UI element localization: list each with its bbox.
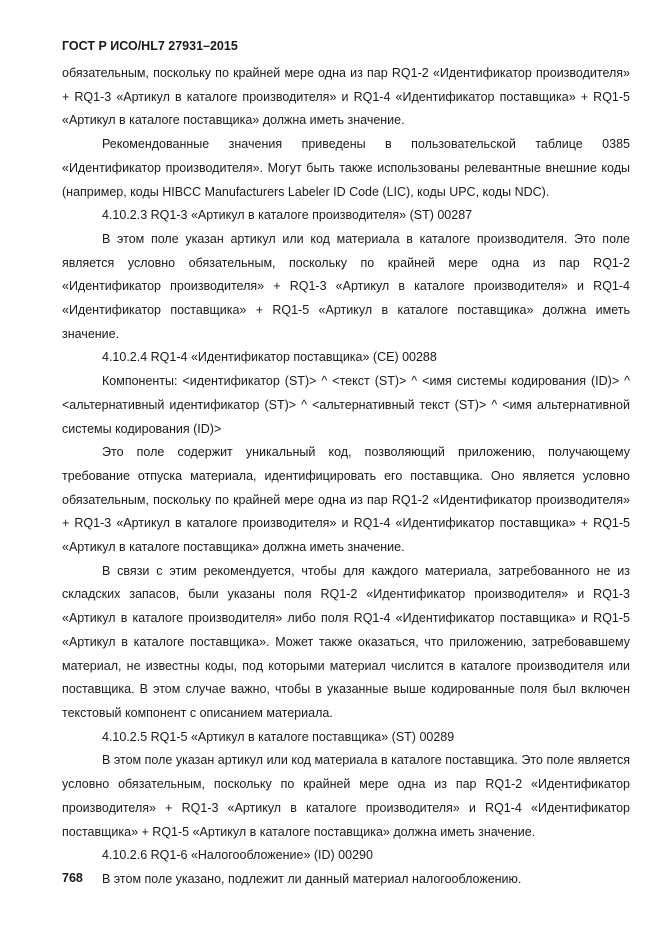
paragraph: В связи с этим рекомендуется, чтобы для каждого материала, затребованного не из складских запасов, были указаны поля RQ1-2 «Идентификатор производителя» и RQ1-3 «Артикул в каталоге производителя» либо поля RQ1-4 «Идентификатор поставщика» и RQ1-5 «Артикул в каталоге поставщика». Может также оказаться, что приложению, затребовавшему материал, не известны коды, под которыми материал числится в каталоге производителя или поставщика. В этом случае важно, чтобы в указанные выше кодированные поля был включен текстовый компонент с описанием материала.: [62, 563, 630, 720]
document-body: [62, 62, 630, 892]
paragraph: В этом поле указан артикул или код материала в каталоге поставщика. Это поле является условно обязательным, поскольку по крайней мере одна из пар RQ1-2 «Идентификатор производителя» + RQ1-3 «Артикул в каталоге производителя» и RQ1-4 «Идентификатор поставщика» + RQ1-5 «Артикул в каталоге поставщика» должна иметь значение.: [62, 753, 630, 839]
paragraph-continuation: обязательным, поскольку по крайней мере одна из пар RQ1-2 «Идентификатор производителя» + RQ1-3 «Артикул в каталоге производителя» и RQ1-4 «Идентификатор поставщика» + RQ1-5 «Артикул в каталоге поставщика» должна иметь значение.: [62, 66, 630, 128]
paragraph: Рекомендованные значения приведены в пользовательской таблице 0385 «Идентификатор производителя». Могут быть также использованы релевантные внешние коды (например, коды HIBCC Manufacturers Labeler ID Code (LIC), коды UPC, коды NDC).: [62, 137, 630, 199]
section-heading: 4.10.2.3 RQ1-3 «Артикул в каталоге производителя» (ST) 00287: [102, 208, 473, 223]
section-heading: 4.10.2.6 RQ1-6 «Налогообложение» (ID) 00290: [102, 848, 373, 863]
paragraph: Это поле содержит уникальный код, позволяющий приложению, получающему требование отпуска материала, идентифицировать его поставщика. Оно является условно обязательным, поскольку по крайней мере одна из пар RQ1-2 «Идентификатор производителя» + RQ1-3 «Артикул в каталоге производителя» и RQ1-4 «Идентификатор поставщика» + RQ1-5 «Артикул в каталоге поставщика» должна иметь значение.: [62, 445, 630, 555]
paragraph: Компоненты: <идентификатор (ST)> ^ <текст (ST)> ^ <имя системы кодирования (ID)> ^ <альтернативный идентификатор (ST)> ^ <альтернативный текст (ST)> ^ <имя альтернативной системы кодирования (ID)>: [62, 374, 630, 436]
document-header: ГОСТ Р ИСО/HL7 27931–2015: [62, 39, 238, 53]
paragraph: В этом поле указан артикул или код материала в каталоге производителя. Это поле является условно обязательным, поскольку по крайней мере одна из пар RQ1-2 «Идентификатор производителя» + RQ1-3 «Артикул в каталоге производителя» и RQ1-4 «Идентификатор поставщика» + RQ1-5 «Артикул в каталоге поставщика» должна иметь значение.: [62, 231, 630, 341]
page-number: 768: [62, 871, 83, 885]
section-heading: 4.10.2.4 RQ1-4 «Идентификатор поставщика» (CE) 00288: [102, 350, 437, 365]
section-heading: 4.10.2.5 RQ1-5 «Артикул в каталоге поставщика» (ST) 00289: [102, 729, 455, 744]
paragraph: В этом поле указано, подлежит ли данный материал налогообложению.: [102, 871, 522, 886]
